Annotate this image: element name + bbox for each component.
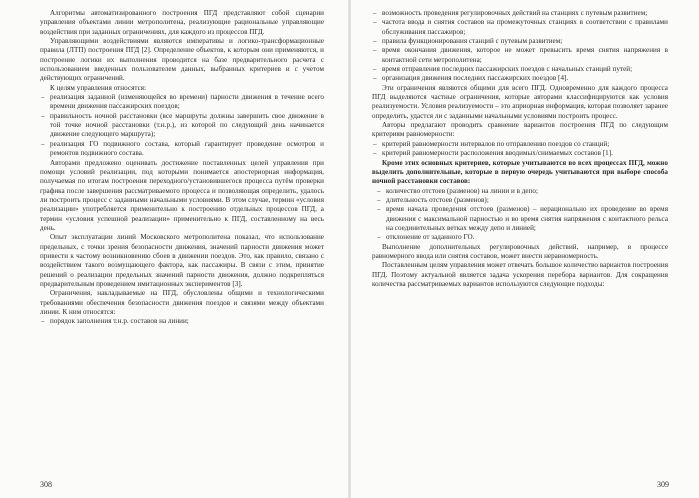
paragraph: Алгоритмы автоматизированного построения ПГД представляют собой сценарии управления объектами линии метрополитена, реализующие рациональные управляющие воздействия при заданных ограничениях, для каждого из процессов ПГД. (40, 9, 324, 36)
list-item: – частота ввода и снятия составов на промежуточных станциях в соответствии с правилами обслуживания пассажиров; (372, 18, 668, 37)
left-page-number: 308 (40, 480, 52, 489)
list-item: – критерий равномерности расположения вводимых/снимаемых составов [1]. (372, 149, 668, 158)
list-item: – время окончания движения, которое не может превысить время снятия напряжения в контактной сети метрополитена; (372, 46, 668, 65)
list-item: – возможность проведения регулировочных действий на станциях с путевым развитием; (372, 9, 668, 18)
list-item: – организация движения последних пассажирских поездов [4]. (372, 74, 668, 83)
right-page (350, 0, 699, 498)
list-item: – время начала проведения отстоев (разменов) – нерационально их проведение во время движения с максимальной парностью и во время снятия напряжения с контактного рельса на соединительных ветках между депо и линией; (372, 205, 668, 233)
left-page-body (40, 9, 324, 327)
paragraph: К целям управления относятся: (50, 83, 147, 92)
list-item: – критерий равномерности интервалов по отправлению поездов со станций; (372, 140, 668, 149)
list-item: – реализация ГО подвижного состава, который гарантирует проведение осмотров и ремонтов подвижного состава. (40, 140, 324, 159)
paragraph: Управляющими воздействиями являются императивы и логико-трансформационные правила (ЛТП) построения ПГД [2]. Определение объектов, к которым они применяются, и построение логики их выполнения проводится на базе предварительного расчета с использованием введенных пользователем данных, выбранных критериев и с учетом действующих ограничений. (40, 37, 324, 83)
right-page-number: 309 (657, 480, 669, 489)
left-page (0, 0, 349, 498)
paragraph: Выполнение дополнительных регулировочных действий, например, в процессе равномерного ввода или снятия составов, может внести неравномерность. (372, 242, 668, 260)
list-item: – длительность отстоев (разменов); (372, 196, 668, 205)
right-page-body (372, 9, 668, 289)
paragraph: Эти ограничения являются общими для всего ПГД. Одновременно для каждого процесса ПГД выделяются частные ограничения, которые авторами классифицируются как условия реализуемости. Условия реализуемости – это априорная информация, которая позволяет заранее определить, удастся ли с заданными начальными условиями построить процесс. (372, 83, 668, 120)
list-item: – количество отстоев (разменов) на линии и в депо; (372, 187, 668, 196)
paragraph: Авторы предлагают проводить сравнение вариантов построения ПГД по следующим критериям равномерности: (372, 121, 668, 139)
list-item: – реализация заданной (изменяющейся во времени) парности движения в течение всего времени движения пассажирских поездов; (40, 93, 324, 112)
paragraph: Опыт эксплуатации линий Московского метрополитена показал, что использование предельных, с точки зрения безопасности движения, значений парности движения может привести к частому возникновению сбоев в движении поездов. Это, как правило, связано с воздействием такого возмущающего фактора, как пассажиры. В связи с этим, принятие решений о реализации предельных значений парности движения, должно подкрепляться предварительным проведением имитационных экспериментов [3]. (40, 233, 324, 288)
paragraph: Кроме этих основных критериев, которые учитываются во всех процессах ПГД, можно выделить дополнительные, которые в первую очередь учитываются при выборе способа ночной расстановки составов: (372, 158, 668, 186)
list-item: – время отправления последних пассажирских поездов с начальных станций путей; (372, 65, 668, 74)
paragraph: Поставленным целям управления может отвечать большое количество вариантов построения ПГД. Поэтому актуальной является задача ускорения перебора вариантов. Для сокращения количества рассматриваемых вариантов используются следующие подходы: (372, 261, 668, 288)
paragraph: Ограничения, накладываемые на ПГД, обусловлены общими и технологическими требованиями обеспечения безопасности движения поездов и связями между объектами линии. К ним относятся: (40, 289, 324, 316)
paragraph: Авторами предложено оценивать достижение поставленных целей управления при помощи условий реализации, под которыми понимается апостериорная информация, получаемая по итогам построения переходного/установившегося процесса путём проверки графика после завершения рассматриваемого процесса и позволяющая определить, удалось ли построить процесс с заданными начальными условиями. В этом случае, термин «условия реализации» употребляется применительно к построению отдельных процессов ПГД, а термин «условия успешной реализации» применительно к ПГД, составленному на весь день. (40, 158, 324, 232)
list-item: – правила функционирования станций с путевым развитием; (372, 37, 668, 46)
list-item: – порядок заполнения т.н.р. составов на линии; (40, 317, 324, 326)
list-item: – правильность ночной расстановки (все маршруты должны завершить свое движение в той точке ночной расстановки (т.н.р.), из которой по следующий день начинается движение следующего маршрута); (40, 112, 324, 140)
list-item: – отклонение от заданного ГО. (372, 233, 668, 242)
